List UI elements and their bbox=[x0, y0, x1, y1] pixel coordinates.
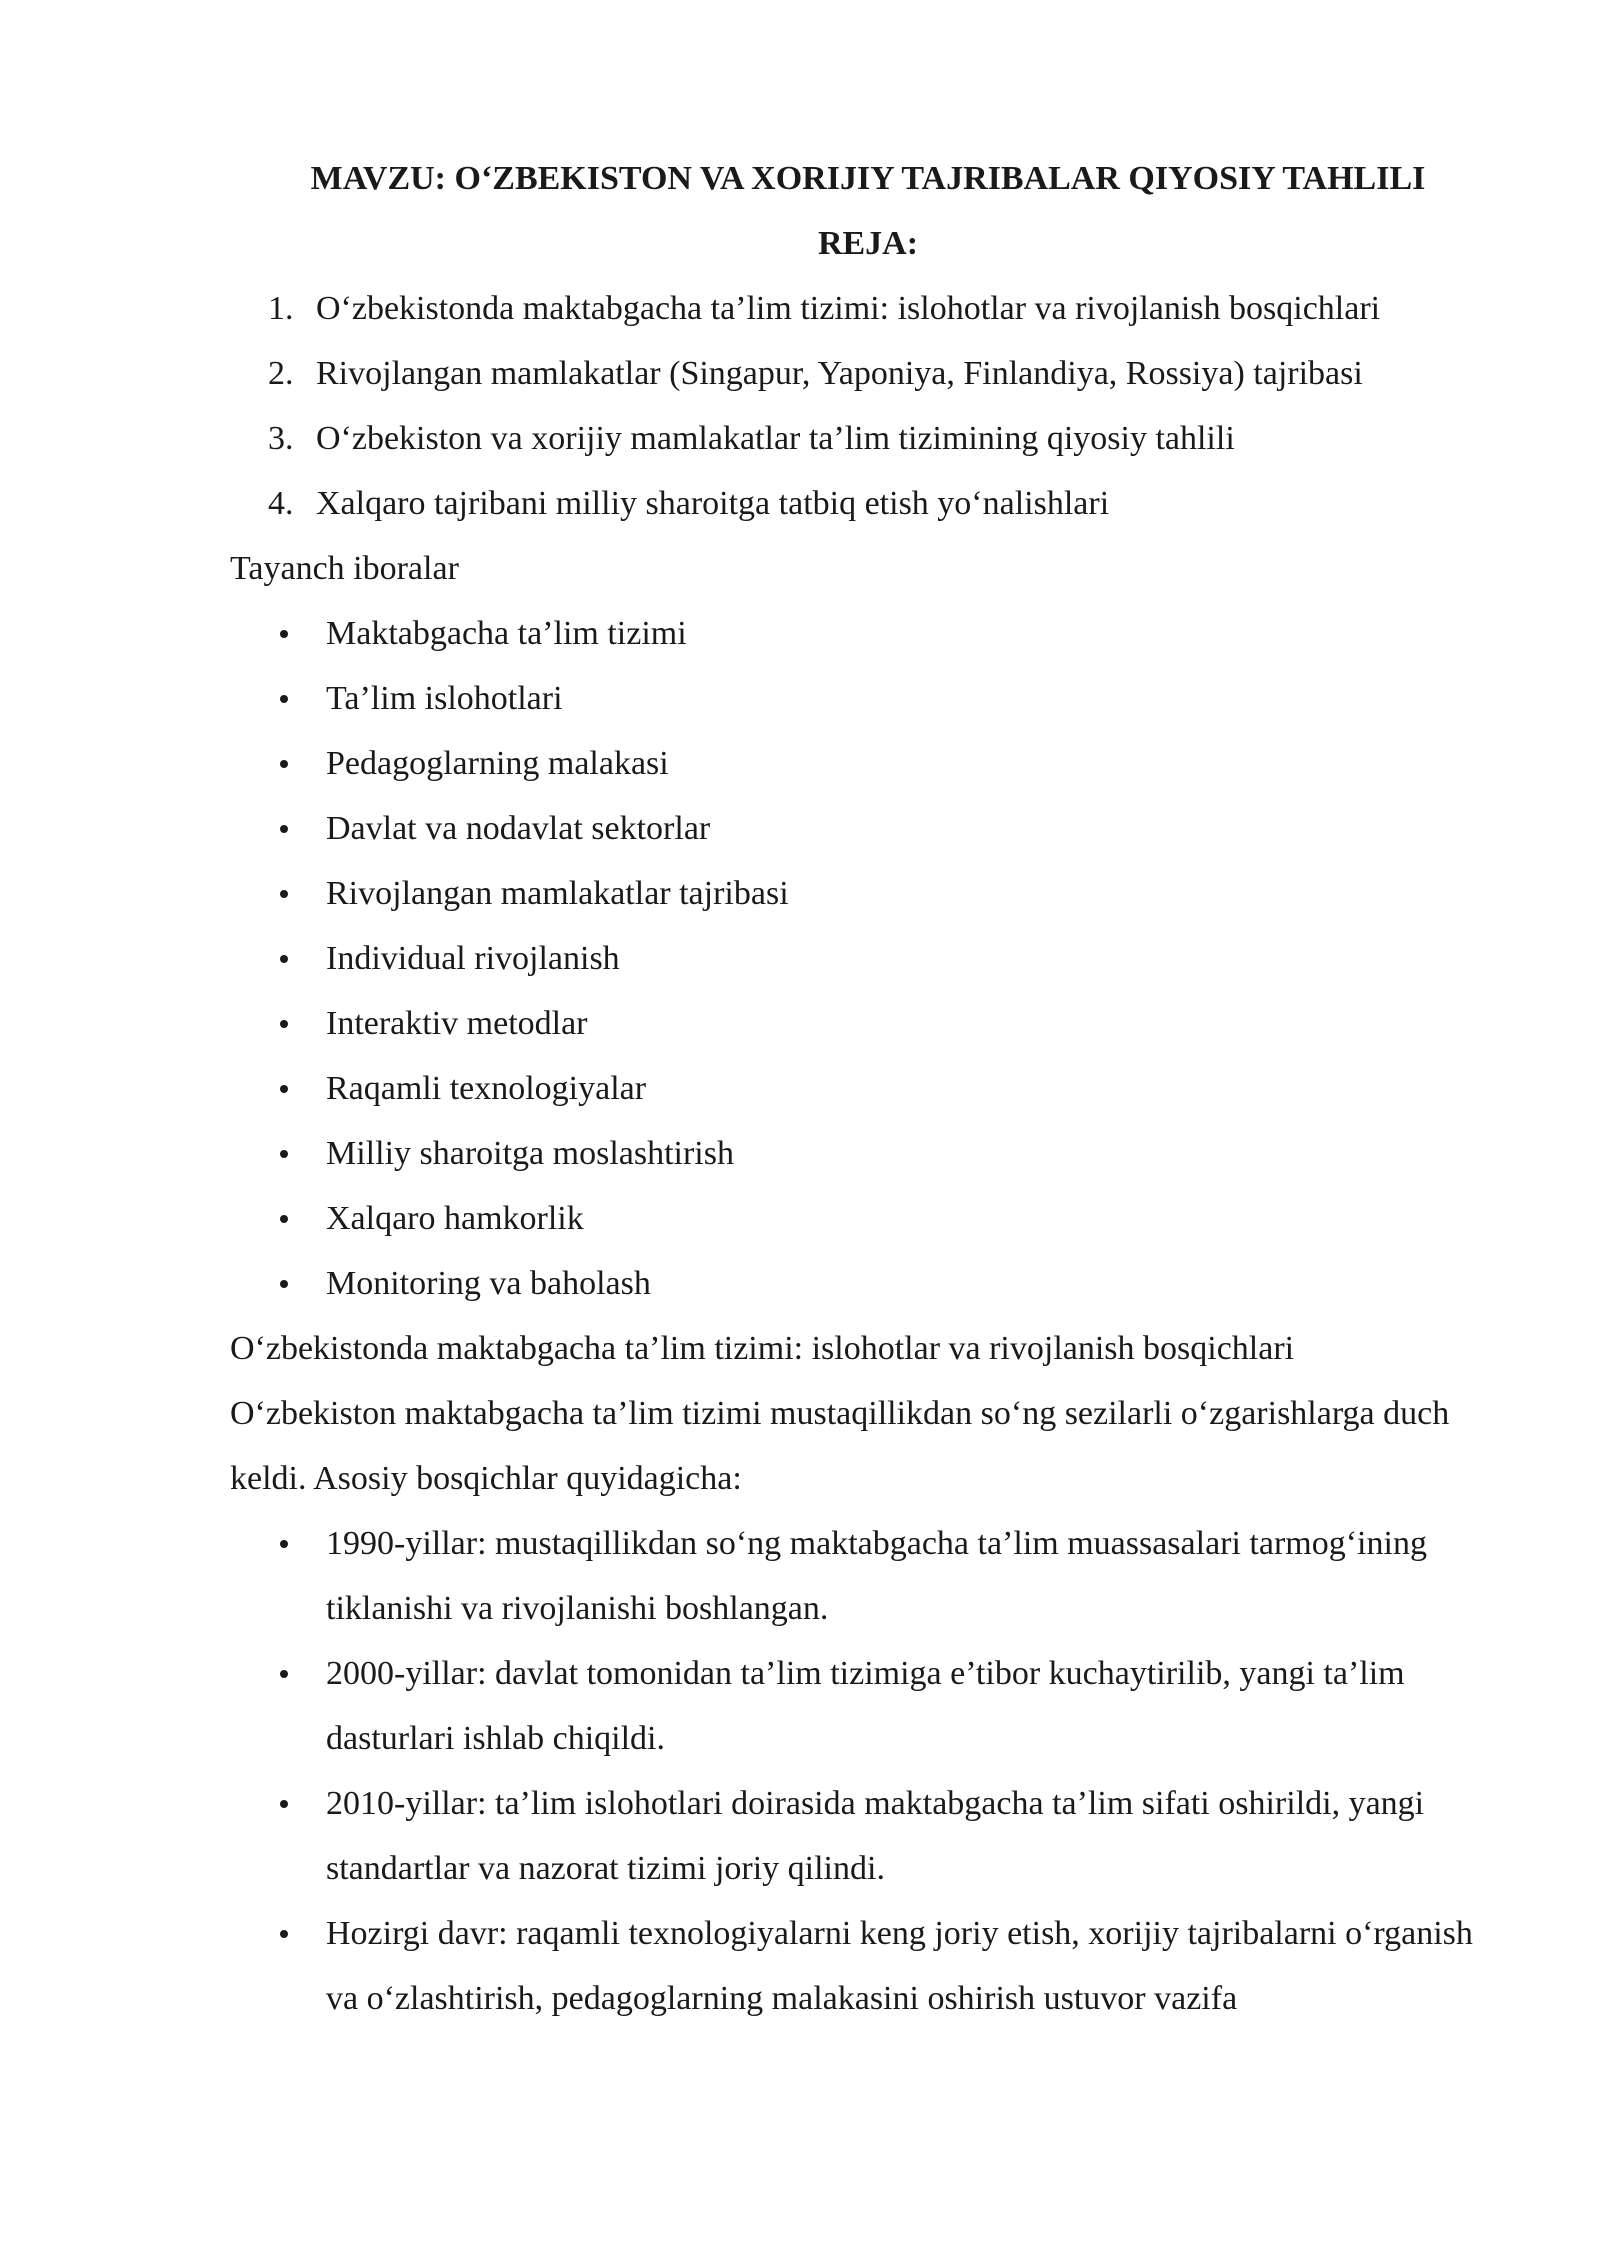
bullet-icon bbox=[280, 1800, 288, 1808]
bullet-icon bbox=[280, 1670, 288, 1678]
keyword-text: Davlat va nodavlat sektorlar bbox=[326, 810, 711, 847]
keyword-item bbox=[230, 1121, 1500, 1186]
keyword-text: Ta’lim islohotlari bbox=[326, 680, 563, 717]
bullet-icon bbox=[280, 1020, 288, 1028]
plan-item-text: O‘zbekistonda maktabgacha ta’lim tizimi: islohotlar va rivojlanish bosqichlari bbox=[316, 290, 1381, 327]
bullet-icon bbox=[280, 1930, 288, 1938]
plan-item bbox=[230, 406, 1500, 471]
plan-item-number: 4. bbox=[268, 485, 294, 522]
plan-item bbox=[230, 276, 1500, 341]
keyword-item bbox=[230, 666, 1500, 731]
section-intro: O‘zbekiston maktabgacha ta’lim tizimi mustaqillikdan so‘ng sezilarli o‘zgarishlarga duch keldi. Asosiy bosqichlar quyidagicha: bbox=[230, 1395, 1450, 1497]
bullet-icon bbox=[280, 1215, 288, 1223]
keyword-text: Milliy sharoitga moslashtirish bbox=[326, 1135, 734, 1172]
keyword-item bbox=[230, 796, 1500, 861]
keyword-text: Rivojlangan mamlakatlar tajribasi bbox=[326, 875, 789, 912]
plan-item-text: O‘zbekiston va xorijiy mamlakatlar ta’lim tizimining qiyosiy tahlili bbox=[316, 420, 1235, 457]
bullet-icon bbox=[280, 890, 288, 898]
bullet-icon bbox=[280, 695, 288, 703]
plan-item-number: 3. bbox=[268, 420, 294, 457]
stage-text: 2010-yillar: ta’lim islohotlari doirasida maktabgacha ta’lim sifati oshirildi, yangi standartlar va nazorat tizimi joriy qilindi. bbox=[326, 1785, 1425, 1887]
keyword-text: Individual rivojlanish bbox=[326, 940, 620, 977]
bullet-icon bbox=[280, 825, 288, 833]
stage-text: Hozirgi davr: raqamli texnologiyalarni keng joriy etish, xorijiy tajribalarni o‘rganish va o‘zlashtirish, pedagoglarning malakasini oshirish ustuvor vazifa bbox=[326, 1915, 1473, 2017]
keyword-text: Maktabgacha ta’lim tizimi bbox=[326, 615, 687, 652]
plan-item-number: 2. bbox=[268, 355, 294, 392]
keyword-text: Xalqaro hamkorlik bbox=[326, 1200, 584, 1237]
stage-item bbox=[230, 1641, 1500, 1771]
bullet-icon bbox=[280, 760, 288, 768]
bullet-icon bbox=[280, 1150, 288, 1158]
keyword-item bbox=[230, 1186, 1500, 1251]
bullet-icon bbox=[280, 1280, 288, 1288]
keywords-list bbox=[230, 601, 1500, 1316]
keywords-heading: Tayanch iboralar bbox=[230, 550, 459, 587]
bullet-icon bbox=[280, 955, 288, 963]
plan-list bbox=[230, 276, 1500, 536]
plan-item bbox=[230, 341, 1500, 406]
document-body bbox=[230, 146, 1500, 2031]
bullet-icon bbox=[280, 1085, 288, 1093]
keyword-item bbox=[230, 1251, 1500, 1316]
bullet-icon bbox=[280, 630, 288, 638]
plan-item-text: Rivojlangan mamlakatlar (Singapur, Yaponiya, Finlandiya, Rossiya) tajribasi bbox=[316, 355, 1363, 392]
stage-text: 2000-yillar: davlat tomonidan ta’lim tizimiga e’tibor kuchaytirilib, yangi ta’lim dasturlari ishlab chiqildi. bbox=[326, 1655, 1405, 1757]
stages-list bbox=[230, 1511, 1500, 2031]
stage-text: 1990-yillar: mustaqillikdan so‘ng maktabgacha ta’lim muassasalari tarmog‘ining tiklanishi va rivojlanishi boshlangan. bbox=[326, 1525, 1427, 1627]
plan-heading: REJA: bbox=[817, 225, 919, 262]
stage-item bbox=[230, 1771, 1500, 1901]
keyword-item bbox=[230, 991, 1500, 1056]
keyword-item bbox=[230, 926, 1500, 991]
plan-item-number: 1. bbox=[268, 290, 294, 327]
plan-item bbox=[230, 471, 1500, 536]
keyword-text: Raqamli texnologiyalar bbox=[326, 1070, 647, 1107]
document-title: MAVZU: O‘ZBEKISTON VA XORIJIY TAJRIBALAR QIYOSIY TAHLILI bbox=[310, 160, 1426, 197]
keyword-text: Interaktiv metodlar bbox=[326, 1005, 588, 1042]
stage-item bbox=[230, 1901, 1500, 2031]
keyword-item bbox=[230, 861, 1500, 926]
stage-item bbox=[230, 1511, 1500, 1641]
plan-item-text: Xalqaro tajribani milliy sharoitga tatbiq etish yo‘nalishlari bbox=[316, 485, 1110, 522]
keyword-item bbox=[230, 601, 1500, 666]
keyword-item bbox=[230, 1056, 1500, 1121]
bullet-icon bbox=[280, 1540, 288, 1548]
section-heading: O‘zbekistonda maktabgacha ta’lim tizimi: islohotlar va rivojlanish bosqichlari bbox=[230, 1330, 1295, 1367]
keyword-item bbox=[230, 731, 1500, 796]
keyword-text: Monitoring va baholash bbox=[326, 1265, 651, 1302]
keyword-text: Pedagoglarning malakasi bbox=[326, 745, 669, 782]
